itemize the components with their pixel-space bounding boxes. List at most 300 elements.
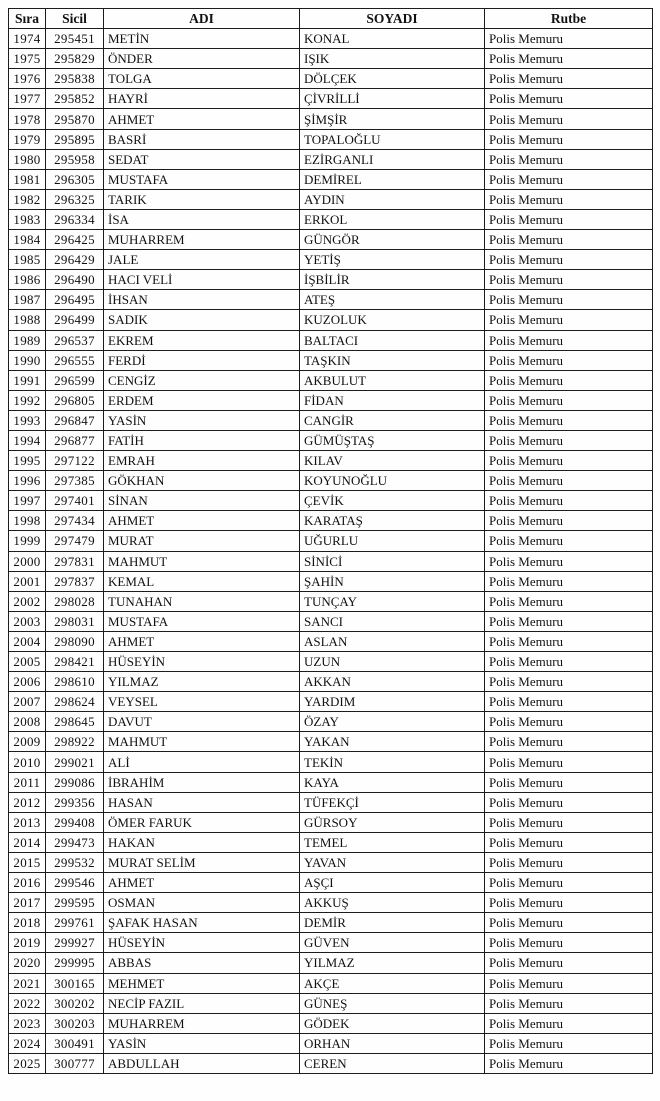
cell-sira: 1995 bbox=[9, 451, 46, 471]
cell-sicil: 299086 bbox=[46, 772, 104, 792]
col-header-soyadi: SOYADI bbox=[300, 9, 485, 29]
cell-soyadi: AKÇE bbox=[300, 973, 485, 993]
cell-soyadi: ŞAHİN bbox=[300, 571, 485, 591]
cell-rutbe: Polis Memuru bbox=[485, 230, 653, 250]
cell-soyadi: KARATAŞ bbox=[300, 511, 485, 531]
cell-adi: SADIK bbox=[104, 310, 300, 330]
cell-soyadi: TÜFEKÇİ bbox=[300, 792, 485, 812]
cell-sicil: 296425 bbox=[46, 230, 104, 250]
cell-sira: 2003 bbox=[9, 611, 46, 631]
cell-sira: 2020 bbox=[9, 953, 46, 973]
cell-sira: 1990 bbox=[9, 350, 46, 370]
cell-sira: 1976 bbox=[9, 69, 46, 89]
cell-sira: 2022 bbox=[9, 993, 46, 1013]
cell-sira: 2008 bbox=[9, 712, 46, 732]
cell-sira: 2021 bbox=[9, 973, 46, 993]
cell-sicil: 296599 bbox=[46, 370, 104, 390]
cell-sicil: 297434 bbox=[46, 511, 104, 531]
cell-sira: 1987 bbox=[9, 290, 46, 310]
cell-soyadi: EZİRGANLI bbox=[300, 149, 485, 169]
cell-rutbe: Polis Memuru bbox=[485, 591, 653, 611]
cell-soyadi: ÇİVRİLLİ bbox=[300, 89, 485, 109]
table-row bbox=[9, 109, 653, 129]
cell-sira: 2025 bbox=[9, 1053, 46, 1073]
table-row bbox=[9, 370, 653, 390]
cell-sicil: 295838 bbox=[46, 69, 104, 89]
cell-sicil: 298610 bbox=[46, 672, 104, 692]
cell-rutbe: Polis Memuru bbox=[485, 310, 653, 330]
cell-adi: AHMET bbox=[104, 109, 300, 129]
cell-sicil: 299595 bbox=[46, 893, 104, 913]
cell-rutbe: Polis Memuru bbox=[485, 471, 653, 491]
table-body bbox=[9, 29, 653, 1074]
cell-sicil: 299995 bbox=[46, 953, 104, 973]
cell-soyadi: GÖDEK bbox=[300, 1013, 485, 1033]
table-row bbox=[9, 390, 653, 410]
table-row bbox=[9, 1033, 653, 1053]
cell-sicil: 295852 bbox=[46, 89, 104, 109]
cell-soyadi: YARDIM bbox=[300, 692, 485, 712]
cell-rutbe: Polis Memuru bbox=[485, 933, 653, 953]
cell-rutbe: Polis Memuru bbox=[485, 169, 653, 189]
table-row bbox=[9, 933, 653, 953]
cell-sira: 1991 bbox=[9, 370, 46, 390]
table-row bbox=[9, 913, 653, 933]
cell-soyadi: GÜRSOY bbox=[300, 812, 485, 832]
cell-rutbe: Polis Memuru bbox=[485, 611, 653, 631]
table-row bbox=[9, 852, 653, 872]
cell-soyadi: ÇEVİK bbox=[300, 491, 485, 511]
cell-sira: 2005 bbox=[9, 652, 46, 672]
cell-sicil: 295958 bbox=[46, 149, 104, 169]
cell-adi: METİN bbox=[104, 29, 300, 49]
cell-rutbe: Polis Memuru bbox=[485, 410, 653, 430]
table-row bbox=[9, 491, 653, 511]
cell-rutbe: Polis Memuru bbox=[485, 852, 653, 872]
cell-adi: JALE bbox=[104, 250, 300, 270]
cell-soyadi: TEMEL bbox=[300, 832, 485, 852]
table-row bbox=[9, 712, 653, 732]
cell-soyadi: ÖZAY bbox=[300, 712, 485, 732]
cell-sira: 1975 bbox=[9, 49, 46, 69]
cell-adi: MUSTAFA bbox=[104, 169, 300, 189]
cell-rutbe: Polis Memuru bbox=[485, 551, 653, 571]
cell-rutbe: Polis Memuru bbox=[485, 69, 653, 89]
cell-adi: FATİH bbox=[104, 430, 300, 450]
cell-sicil: 296490 bbox=[46, 270, 104, 290]
cell-rutbe: Polis Memuru bbox=[485, 149, 653, 169]
cell-sira: 1998 bbox=[9, 511, 46, 531]
cell-sicil: 296429 bbox=[46, 250, 104, 270]
cell-sira: 2006 bbox=[9, 672, 46, 692]
table-row bbox=[9, 149, 653, 169]
cell-adi: HÜSEYİN bbox=[104, 933, 300, 953]
cell-sira: 2023 bbox=[9, 1013, 46, 1033]
cell-adi: BASRİ bbox=[104, 129, 300, 149]
cell-soyadi: TEKİN bbox=[300, 752, 485, 772]
cell-sira: 2017 bbox=[9, 893, 46, 913]
cell-adi: MURAT SELİM bbox=[104, 852, 300, 872]
cell-rutbe: Polis Memuru bbox=[485, 571, 653, 591]
cell-sira: 2012 bbox=[9, 792, 46, 812]
cell-soyadi: CEREN bbox=[300, 1053, 485, 1073]
cell-soyadi: AKKAN bbox=[300, 672, 485, 692]
cell-rutbe: Polis Memuru bbox=[485, 873, 653, 893]
cell-sicil: 299408 bbox=[46, 812, 104, 832]
cell-sira: 1978 bbox=[9, 109, 46, 129]
cell-sira: 2014 bbox=[9, 832, 46, 852]
cell-rutbe: Polis Memuru bbox=[485, 109, 653, 129]
cell-adi: NECİP FAZIL bbox=[104, 993, 300, 1013]
cell-adi: HASAN bbox=[104, 792, 300, 812]
cell-soyadi: DEMİREL bbox=[300, 169, 485, 189]
cell-sicil: 300777 bbox=[46, 1053, 104, 1073]
cell-sicil: 297385 bbox=[46, 471, 104, 491]
cell-adi: TARIK bbox=[104, 189, 300, 209]
cell-adi: YASİN bbox=[104, 410, 300, 430]
cell-adi: YILMAZ bbox=[104, 672, 300, 692]
cell-rutbe: Polis Memuru bbox=[485, 250, 653, 270]
cell-adi: ALİ bbox=[104, 752, 300, 772]
cell-adi: HÜSEYİN bbox=[104, 652, 300, 672]
cell-sira: 1999 bbox=[9, 531, 46, 551]
cell-rutbe: Polis Memuru bbox=[485, 370, 653, 390]
table-row bbox=[9, 631, 653, 651]
cell-adi: EKREM bbox=[104, 330, 300, 350]
cell-rutbe: Polis Memuru bbox=[485, 531, 653, 551]
table-row bbox=[9, 29, 653, 49]
cell-soyadi: TAŞKIN bbox=[300, 350, 485, 370]
cell-soyadi: ERKOL bbox=[300, 209, 485, 229]
table-row bbox=[9, 89, 653, 109]
table-row bbox=[9, 350, 653, 370]
cell-sira: 1988 bbox=[9, 310, 46, 330]
cell-adi: İSA bbox=[104, 209, 300, 229]
table-row bbox=[9, 873, 653, 893]
table-row bbox=[9, 511, 653, 531]
cell-rutbe: Polis Memuru bbox=[485, 89, 653, 109]
cell-rutbe: Polis Memuru bbox=[485, 270, 653, 290]
cell-adi: CENGİZ bbox=[104, 370, 300, 390]
cell-sicil: 296805 bbox=[46, 390, 104, 410]
cell-sicil: 298421 bbox=[46, 652, 104, 672]
cell-sicil: 295451 bbox=[46, 29, 104, 49]
table-row bbox=[9, 531, 653, 551]
cell-rutbe: Polis Memuru bbox=[485, 752, 653, 772]
cell-rutbe: Polis Memuru bbox=[485, 1013, 653, 1033]
cell-rutbe: Polis Memuru bbox=[485, 209, 653, 229]
table-row bbox=[9, 290, 653, 310]
cell-rutbe: Polis Memuru bbox=[485, 350, 653, 370]
cell-adi: ÖMER FARUK bbox=[104, 812, 300, 832]
cell-adi: TUNAHAN bbox=[104, 591, 300, 611]
table-row bbox=[9, 832, 653, 852]
cell-adi: AHMET bbox=[104, 511, 300, 531]
cell-soyadi: AŞÇI bbox=[300, 873, 485, 893]
cell-sira: 1974 bbox=[9, 29, 46, 49]
cell-soyadi: KONAL bbox=[300, 29, 485, 49]
cell-sicil: 297479 bbox=[46, 531, 104, 551]
cell-sicil: 297837 bbox=[46, 571, 104, 591]
cell-sicil: 296325 bbox=[46, 189, 104, 209]
cell-rutbe: Polis Memuru bbox=[485, 913, 653, 933]
cell-soyadi: YAKAN bbox=[300, 732, 485, 752]
table-row bbox=[9, 129, 653, 149]
cell-rutbe: Polis Memuru bbox=[485, 290, 653, 310]
cell-adi: FERDİ bbox=[104, 350, 300, 370]
cell-adi: DAVUT bbox=[104, 712, 300, 732]
cell-rutbe: Polis Memuru bbox=[485, 772, 653, 792]
table-row bbox=[9, 973, 653, 993]
cell-sicil: 299927 bbox=[46, 933, 104, 953]
cell-soyadi: IŞIK bbox=[300, 49, 485, 69]
table-row bbox=[9, 49, 653, 69]
cell-adi: HAYRİ bbox=[104, 89, 300, 109]
cell-sira: 1977 bbox=[9, 89, 46, 109]
cell-soyadi: KAYA bbox=[300, 772, 485, 792]
cell-soyadi: TUNÇAY bbox=[300, 591, 485, 611]
cell-soyadi: BALTACI bbox=[300, 330, 485, 350]
cell-sira: 2019 bbox=[9, 933, 46, 953]
cell-sicil: 299356 bbox=[46, 792, 104, 812]
cell-rutbe: Polis Memuru bbox=[485, 330, 653, 350]
cell-sicil: 298090 bbox=[46, 631, 104, 651]
cell-rutbe: Polis Memuru bbox=[485, 390, 653, 410]
cell-rutbe: Polis Memuru bbox=[485, 631, 653, 651]
cell-sicil: 295870 bbox=[46, 109, 104, 129]
table-row bbox=[9, 209, 653, 229]
cell-adi: MAHMUT bbox=[104, 551, 300, 571]
cell-rutbe: Polis Memuru bbox=[485, 732, 653, 752]
cell-rutbe: Polis Memuru bbox=[485, 792, 653, 812]
cell-rutbe: Polis Memuru bbox=[485, 692, 653, 712]
cell-soyadi: İŞBİLİR bbox=[300, 270, 485, 290]
cell-soyadi: TOPALOĞLU bbox=[300, 129, 485, 149]
cell-sira: 1986 bbox=[9, 270, 46, 290]
cell-sicil: 296555 bbox=[46, 350, 104, 370]
cell-adi: OSMAN bbox=[104, 893, 300, 913]
table-row bbox=[9, 69, 653, 89]
cell-sicil: 296305 bbox=[46, 169, 104, 189]
cell-sira: 1994 bbox=[9, 430, 46, 450]
cell-soyadi: AKKUŞ bbox=[300, 893, 485, 913]
table-row bbox=[9, 953, 653, 973]
cell-sicil: 296495 bbox=[46, 290, 104, 310]
cell-sicil: 300165 bbox=[46, 973, 104, 993]
table-header bbox=[9, 9, 653, 29]
table-row bbox=[9, 430, 653, 450]
cell-adi: MUSTAFA bbox=[104, 611, 300, 631]
cell-adi: TOLGA bbox=[104, 69, 300, 89]
cell-sira: 2001 bbox=[9, 571, 46, 591]
cell-adi: MUHARREM bbox=[104, 1013, 300, 1033]
cell-soyadi: AYDIN bbox=[300, 189, 485, 209]
cell-adi: SEDAT bbox=[104, 149, 300, 169]
cell-sira: 1980 bbox=[9, 149, 46, 169]
cell-soyadi: ORHAN bbox=[300, 1033, 485, 1053]
table-row bbox=[9, 1013, 653, 1033]
personnel-table bbox=[8, 8, 653, 1074]
col-header-adi: ADI bbox=[104, 9, 300, 29]
cell-soyadi: ASLAN bbox=[300, 631, 485, 651]
table-row bbox=[9, 551, 653, 571]
cell-sira: 1981 bbox=[9, 169, 46, 189]
cell-sicil: 299761 bbox=[46, 913, 104, 933]
cell-rutbe: Polis Memuru bbox=[485, 29, 653, 49]
cell-sicil: 296877 bbox=[46, 430, 104, 450]
cell-sicil: 297122 bbox=[46, 451, 104, 471]
cell-sicil: 299473 bbox=[46, 832, 104, 852]
cell-sicil: 295829 bbox=[46, 49, 104, 69]
cell-sira: 1989 bbox=[9, 330, 46, 350]
cell-adi: GÖKHAN bbox=[104, 471, 300, 491]
table-row bbox=[9, 230, 653, 250]
col-header-sira: Sıra bbox=[9, 9, 46, 29]
cell-rutbe: Polis Memuru bbox=[485, 953, 653, 973]
col-header-sicil: Sicil bbox=[46, 9, 104, 29]
table-row bbox=[9, 471, 653, 491]
cell-soyadi: KOYUNOĞLU bbox=[300, 471, 485, 491]
cell-sira: 1996 bbox=[9, 471, 46, 491]
cell-sicil: 298922 bbox=[46, 732, 104, 752]
cell-adi: ABBAS bbox=[104, 953, 300, 973]
cell-soyadi: GÜVEN bbox=[300, 933, 485, 953]
table-row bbox=[9, 611, 653, 631]
cell-sira: 1984 bbox=[9, 230, 46, 250]
cell-adi: HACI VELİ bbox=[104, 270, 300, 290]
cell-adi: ABDULLAH bbox=[104, 1053, 300, 1073]
cell-sicil: 296334 bbox=[46, 209, 104, 229]
cell-adi: ÖNDER bbox=[104, 49, 300, 69]
table-row bbox=[9, 792, 653, 812]
cell-sira: 1992 bbox=[9, 390, 46, 410]
table-row bbox=[9, 250, 653, 270]
cell-rutbe: Polis Memuru bbox=[485, 1053, 653, 1073]
cell-sicil: 297831 bbox=[46, 551, 104, 571]
cell-soyadi: UZUN bbox=[300, 652, 485, 672]
cell-adi: MAHMUT bbox=[104, 732, 300, 752]
cell-rutbe: Polis Memuru bbox=[485, 1033, 653, 1053]
cell-sicil: 296499 bbox=[46, 310, 104, 330]
cell-sicil: 296537 bbox=[46, 330, 104, 350]
cell-soyadi: SİNİCİ bbox=[300, 551, 485, 571]
cell-sicil: 300202 bbox=[46, 993, 104, 1013]
cell-rutbe: Polis Memuru bbox=[485, 491, 653, 511]
cell-rutbe: Polis Memuru bbox=[485, 832, 653, 852]
cell-sira: 1982 bbox=[9, 189, 46, 209]
cell-rutbe: Polis Memuru bbox=[485, 973, 653, 993]
cell-adi: İHSAN bbox=[104, 290, 300, 310]
cell-rutbe: Polis Memuru bbox=[485, 893, 653, 913]
table-row bbox=[9, 672, 653, 692]
table-row bbox=[9, 451, 653, 471]
cell-soyadi: KILAV bbox=[300, 451, 485, 471]
cell-sira: 2024 bbox=[9, 1033, 46, 1053]
cell-soyadi: YETİŞ bbox=[300, 250, 485, 270]
cell-sira: 2011 bbox=[9, 772, 46, 792]
table-row bbox=[9, 993, 653, 1013]
table-row bbox=[9, 189, 653, 209]
cell-rutbe: Polis Memuru bbox=[485, 812, 653, 832]
cell-adi: AHMET bbox=[104, 873, 300, 893]
cell-adi: MEHMET bbox=[104, 973, 300, 993]
cell-sira: 2002 bbox=[9, 591, 46, 611]
table-row bbox=[9, 732, 653, 752]
table-row bbox=[9, 169, 653, 189]
cell-sicil: 298028 bbox=[46, 591, 104, 611]
cell-adi: ERDEM bbox=[104, 390, 300, 410]
cell-adi: HAKAN bbox=[104, 832, 300, 852]
col-header-rutbe: Rutbe bbox=[485, 9, 653, 29]
table-row bbox=[9, 812, 653, 832]
cell-adi: SİNAN bbox=[104, 491, 300, 511]
cell-soyadi: ŞİMŞİR bbox=[300, 109, 485, 129]
table-row bbox=[9, 410, 653, 430]
cell-rutbe: Polis Memuru bbox=[485, 129, 653, 149]
cell-sira: 2004 bbox=[9, 631, 46, 651]
cell-sira: 1985 bbox=[9, 250, 46, 270]
cell-rutbe: Polis Memuru bbox=[485, 672, 653, 692]
cell-sira: 1997 bbox=[9, 491, 46, 511]
cell-adi: İBRAHİM bbox=[104, 772, 300, 792]
cell-rutbe: Polis Memuru bbox=[485, 451, 653, 471]
cell-sicil: 295895 bbox=[46, 129, 104, 149]
cell-rutbe: Polis Memuru bbox=[485, 993, 653, 1013]
cell-soyadi: YAVAN bbox=[300, 852, 485, 872]
cell-soyadi: GÜNGÖR bbox=[300, 230, 485, 250]
cell-rutbe: Polis Memuru bbox=[485, 511, 653, 531]
table-row bbox=[9, 893, 653, 913]
cell-soyadi: YILMAZ bbox=[300, 953, 485, 973]
cell-sicil: 299532 bbox=[46, 852, 104, 872]
cell-sicil: 297401 bbox=[46, 491, 104, 511]
table-row bbox=[9, 310, 653, 330]
cell-soyadi: ATEŞ bbox=[300, 290, 485, 310]
cell-adi: YASİN bbox=[104, 1033, 300, 1053]
table-row bbox=[9, 270, 653, 290]
cell-adi: ŞAFAK HASAN bbox=[104, 913, 300, 933]
cell-soyadi: FİDAN bbox=[300, 390, 485, 410]
table-row bbox=[9, 652, 653, 672]
cell-sira: 2009 bbox=[9, 732, 46, 752]
cell-sira: 2013 bbox=[9, 812, 46, 832]
cell-sira: 2000 bbox=[9, 551, 46, 571]
cell-adi: VEYSEL bbox=[104, 692, 300, 712]
table-row bbox=[9, 591, 653, 611]
cell-sicil: 299021 bbox=[46, 752, 104, 772]
cell-adi: EMRAH bbox=[104, 451, 300, 471]
table-row bbox=[9, 1053, 653, 1073]
cell-adi: MUHARREM bbox=[104, 230, 300, 250]
table-row bbox=[9, 752, 653, 772]
header-row bbox=[9, 9, 653, 29]
cell-rutbe: Polis Memuru bbox=[485, 430, 653, 450]
cell-rutbe: Polis Memuru bbox=[485, 189, 653, 209]
cell-soyadi: DEMİR bbox=[300, 913, 485, 933]
cell-soyadi: UĞURLU bbox=[300, 531, 485, 551]
cell-soyadi: AKBULUT bbox=[300, 370, 485, 390]
cell-adi: KEMAL bbox=[104, 571, 300, 591]
cell-adi: AHMET bbox=[104, 631, 300, 651]
cell-adi: MURAT bbox=[104, 531, 300, 551]
cell-sira: 1993 bbox=[9, 410, 46, 430]
cell-sira: 1983 bbox=[9, 209, 46, 229]
table-row bbox=[9, 571, 653, 591]
cell-soyadi: GÜMÜŞTAŞ bbox=[300, 430, 485, 450]
cell-sira: 2016 bbox=[9, 873, 46, 893]
cell-soyadi: GÜNEŞ bbox=[300, 993, 485, 1013]
table-row bbox=[9, 692, 653, 712]
